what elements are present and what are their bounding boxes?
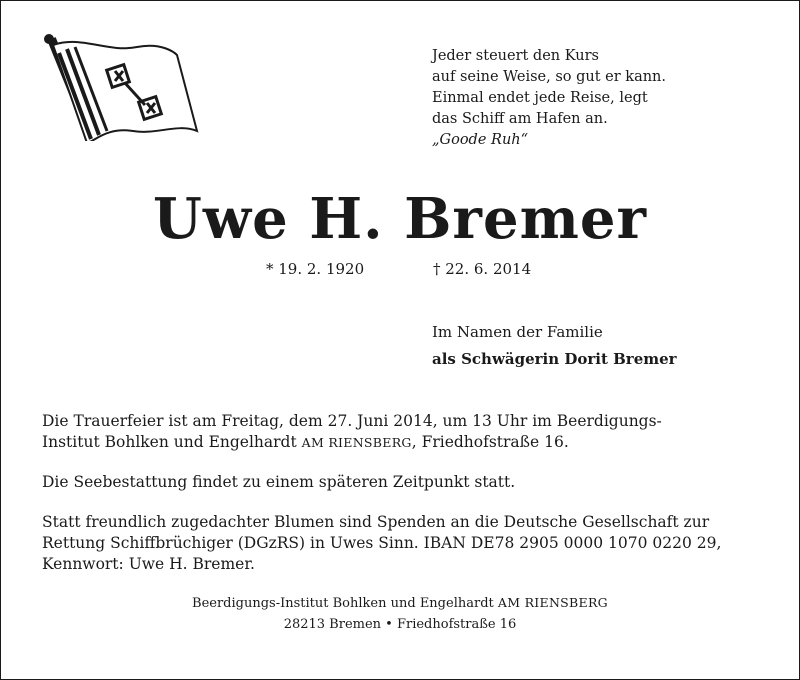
ceremony-line: Die Trauerfeier ist am Freitag, dem 27. Juni 2014, um 13 Uhr im Beerdigungs- [42,412,662,430]
donation-paragraph [42,512,760,575]
ceremony-paragraph [42,411,760,453]
bremen-flag-icon [37,31,207,141]
poem-line: auf seine Weise, so gut er kann. [432,69,667,85]
funeral-home-text: Beerdigungs-Institut Bohlken und Engelhardt [192,596,498,611]
flag-pole-knob [44,34,54,44]
death-date: † 22. 6. 2014 [433,260,532,278]
family-intro: Im Namen der Familie [432,323,603,341]
funeral-home-address: 28213 Bremen • Friedhofstraße 16 [283,617,517,632]
poem-farewell: „Goode Ruh“ [432,132,529,148]
ceremony-text: Institut Bohlken und Engelhardt [42,433,302,451]
funeral-home-footer [1,592,799,635]
funeral-home-location: AM RIENSBERG [497,595,608,610]
burial-paragraph [42,472,760,493]
family-signer: als Schwägerin Dorit Bremer [432,350,677,368]
ceremony-line [42,432,760,453]
family-signature [432,319,677,373]
poem-line: Einmal endet jede Reise, legt [432,90,648,106]
poem-line: das Schiff am Hafen an. [432,111,608,127]
poem [432,46,772,151]
donation-line: Kennwort: Uwe H. Bremer. [42,555,255,573]
ceremony-location: AM RIENSBERG [301,435,412,450]
donation-line: Statt freundlich zugedachter Blumen sind Spenden an die Deutsche Gesellschaft zur [42,513,710,531]
birth-date: * 19. 2. 1920 [266,260,365,278]
donation-line: Rettung Schiffbrüchiger (DGzRS) in Uwes Sinn. IBAN DE78 2905 0000 1070 0220 29, [42,534,722,552]
ceremony-address: , Friedhofstraße 16. [411,433,569,451]
poem-line: Jeder steuert den Kurs [432,48,599,64]
burial-line: Die Seebestattung findet zu einem späteren Zeitpunkt statt. [42,473,516,491]
funeral-home-name [1,592,799,614]
deceased-name: Uwe H. Bremer [153,186,647,252]
